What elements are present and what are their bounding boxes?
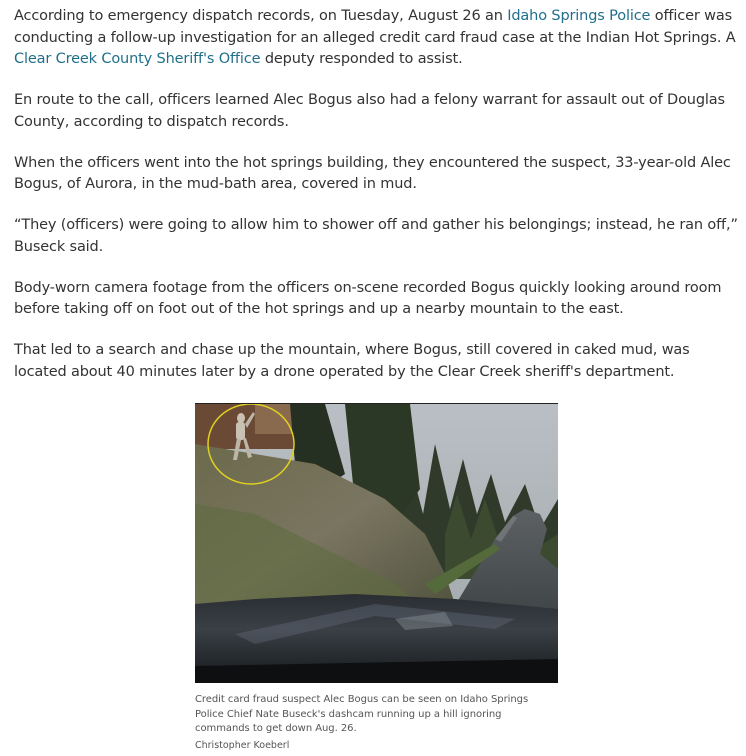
paragraph-6: That led to a search and chase up the mountain, where Bogus, still covered in caked mud, was located about 40 minutes later by a drone operated by the Clear Creek sheriff's department.	[14, 342, 690, 380]
paragraph-1-text-c: deputy responded to assist.	[260, 51, 463, 67]
paragraph-5: Body-worn camera footage from the officers on-scene recorded Bogus quickly looking around room before taking off on foot out of the hot springs and up a nearby mountain to the east.	[14, 279, 722, 317]
photo-caption: Credit card fraud suspect Alec Bogus can be seen on Idaho Springs Police Chief Nate Buseck's dashcam running up a hill ignoring commands to get down Aug. 26.	[195, 694, 529, 734]
paragraph-2: En route to the call, officers learned Alec Bogus also had a felony warrant for assault out of Douglas County, according to dispatch records.	[14, 92, 725, 130]
dashcam-figure	[195, 403, 558, 751]
paragraph-1-text-a: According to emergency dispatch records, on Tuesday, August 26 an	[14, 8, 508, 24]
paragraph-4: “They (officers) were going to allow him to shower off and gather his belongings; instead, he ran off,” Buseck said.	[14, 217, 738, 255]
idaho-springs-police-link[interactable]: Idaho Springs Police	[507, 8, 651, 24]
paragraph-3: When the officers went into the hot springs building, they encountered the suspect, 33-year-old Alec Bogus, of Aurora, in the mud-bath area, covered in mud.	[14, 154, 731, 192]
clear-creek-sheriff-link[interactable]: Clear Creek County Sheriff's Office	[14, 51, 261, 67]
photo-credit: Christopher Koeberl	[195, 739, 290, 751]
paragraph-1-text-b: officer was conducting a follow-up investigation for an alleged credit card fraud case at the Indian Hot Springs. A	[14, 8, 736, 46]
dashcam-photo[interactable]	[195, 403, 558, 683]
paragraph-1	[14, 6, 738, 71]
